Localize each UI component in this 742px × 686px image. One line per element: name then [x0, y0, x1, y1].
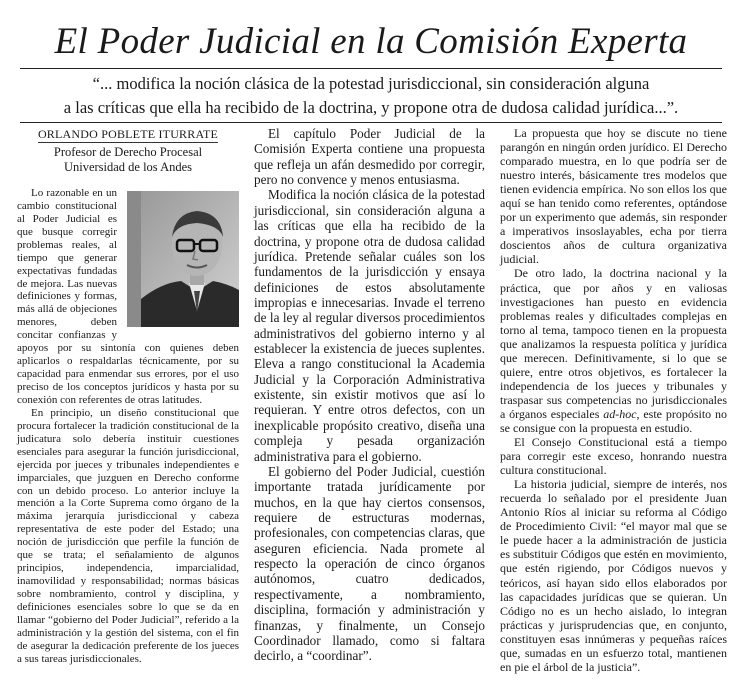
- paragraph-7-part-1: De otro lado, la doctrina nacional y la práctica, que por años y en valiosas investigaciones han puesto en evidencia problemas reales y dificultades complejas en torno al tema, tampoco tienen en la propuesta que analizamos la respuesta política y jurídica que merecen. Definitivamente, si lo que se quiere, entre otros objetivos, es fortalecer la independencia de los jueces y tribunales y traspasar sus competencias no jurisdiccionales a órganos especiales: [500, 266, 727, 421]
- article-column-2: [254, 126, 485, 664]
- author-name: ORLANDO POBLETE ITURRATE: [37, 127, 219, 141]
- paragraph-8: El Consejo Constitucional está a tiempo para corregir este exceso, honrando nuestra cultura constitucional.: [500, 435, 727, 478]
- author-photo: [123, 191, 239, 331]
- author-institution: Universidad de los Andes: [63, 159, 193, 174]
- portrait-photo-icon: [141, 191, 239, 327]
- pull-quote-line-2: a las críticas que ella ha recibido de la doctrina, y propone otra de dudosa calidad jurídica...”.: [63, 98, 679, 117]
- byline: [17, 128, 239, 175]
- paragraph-1-text: Lo razonable en un cambio constitucional al Poder Judicial es que busque corregir problemas reales, al tiempo que generar expectativas fundadas de mejora. Las nuevas definiciones y formas, más allá de objeciones menores, deben concitar confianzas y apoyos por su sintonía con quienes deben aplicarlos o respaldarlas técnicamente, por su capacidad para enmendar sus errores, por el uso preciso de los conceptos jurídicos y hasta por su conexión con referentes de otras latitudes.: [17, 186, 239, 406]
- paragraph-3: El capítulo Poder Judicial de la Comisión Experta contiene una propuesta que refleja un afán desmedido por corregir, pero no convence y menos entusiasma.: [254, 126, 485, 188]
- paragraph-7-part-2: , este propósito no se consigue con la propuesta en estudio.: [500, 406, 727, 435]
- pull-quote-line-1: “... modifica la noción clásica de la potestad jurisdiccional, sin consideración alguna: [92, 74, 650, 93]
- title-divider: [20, 68, 722, 69]
- paragraph-5: El gobierno del Poder Judicial, cuestión importante tratada jurídicamente por muchos, en la que hay ciertos consensos, requiere de estructuras modernas, profesionales, con competencias claras, que aseguren eficiencia. Nada promete al respecto la operación de cinco órganos autónomos, cuatro dedicados, respectivamente, a nombramiento, disciplina, formación y administración y finanzas, y finalmente, un Consejo Coordinador llamado, como si faltara decirlo, a “coordinar”.: [254, 463, 485, 664]
- article-title: El Poder Judicial en la Comisión Experta: [54, 21, 688, 62]
- paragraph-9: La historia judicial, siempre de interés, nos recuerda lo señalado por el presidente Juan Antonio Ríos al iniciar su reforma al Código de Procedimiento Civil: “el mayor mal que se le puede hacer a la administración de justicia es substituir Códigos que estén en movimiento, que estén rigiendo, por Códigos nuevos y teóricos, así hayan sido ellos elaborados por las capacidades jurídicas que se quieran. Un Código no es un hecho aislado, lo integran prácticas y jurisprudencias que, en conjunto, constituyen esas innúmeras y pequeñas raíces que, sumadas en un esfuerzo total, mantienen en pie el árbol de la justicia”.: [500, 477, 727, 674]
- quote-divider: [20, 122, 722, 123]
- paragraph-1: [17, 187, 239, 407]
- pull-quote: [30, 72, 712, 120]
- paragraph-2: En principio, un diseño constitucional que procura fortalecer la tradición constitucional de la judicatura solo debería instituir cuestiones esenciales para asegurar la función jurisdiccional, ejercida por jueces y tribunales independientes e imparciales, que juzguen en Derecho conforme con un debido proceso. Lo anterior incluye la mención a la Corte Suprema como órgano de la máxima jerarquía jurisdiccional y cabeza representativa de este poder del Estado; una noción de jurisdicción que perfile la función de que se trata; el señalamiento de algunos principios, independencia, imparcialidad, inamovilidad y responsabilidad; normas básicas sobre nombramiento, control y disciplina, y definiciones esenciales sobre lo que se da en llamar “gobierno del Poder Judicial”, referido a la administración y la gestión del sistema, con el fin de asegurar la dedicación preferente de los jueces a sus tareas jurisdiccionales.: [17, 406, 239, 665]
- article-column-3: [500, 126, 727, 674]
- paragraph-4: Modifica la noción clásica de la potestad jurisdiccional, sin consideración alguna a las críticas que ella ha recibido de la doctrina, y propone otra de dudosa calidad jurídica. Pretende señalar cuáles son los fundamentos de la jurisdicción y ensaya definiciones de estos absolutamente impropias e innecesarias. Invade el terreno de la ley al regular diversos procedimientos administrativos del gobierno interno y al establecer la existencia de jueces suplentes. Eleva a rango constitucional la Academia Judicial y la Corporación Administrativa existente, sin existir motivos que así lo requieran. Y entre otros defectos, con un inexplicable propósito creativo, diseña una compleja y pesada organización administrativa para el gobierno.: [254, 187, 485, 464]
- paragraph-7: [500, 266, 727, 435]
- author-role: Profesor de Derecho Procesal: [53, 144, 203, 159]
- article-column-1: [17, 128, 239, 666]
- paragraph-6: La propuesta que hoy se discute no tiene parangón en ningún orden jurídico. El Derecho comparado muestra, en lo que podría ser de nuestro interés, básicamente tres modelos que tienen evidencia empírica. No son ellos los que aquí se han tenido como referentes, optándose por un experimento que además, sin responder a imperativos insoslayables, echa por tierra doscientos años de cultura organizativa judicial.: [500, 126, 727, 267]
- paragraph-7-emphasis: ad-hoc: [603, 406, 637, 421]
